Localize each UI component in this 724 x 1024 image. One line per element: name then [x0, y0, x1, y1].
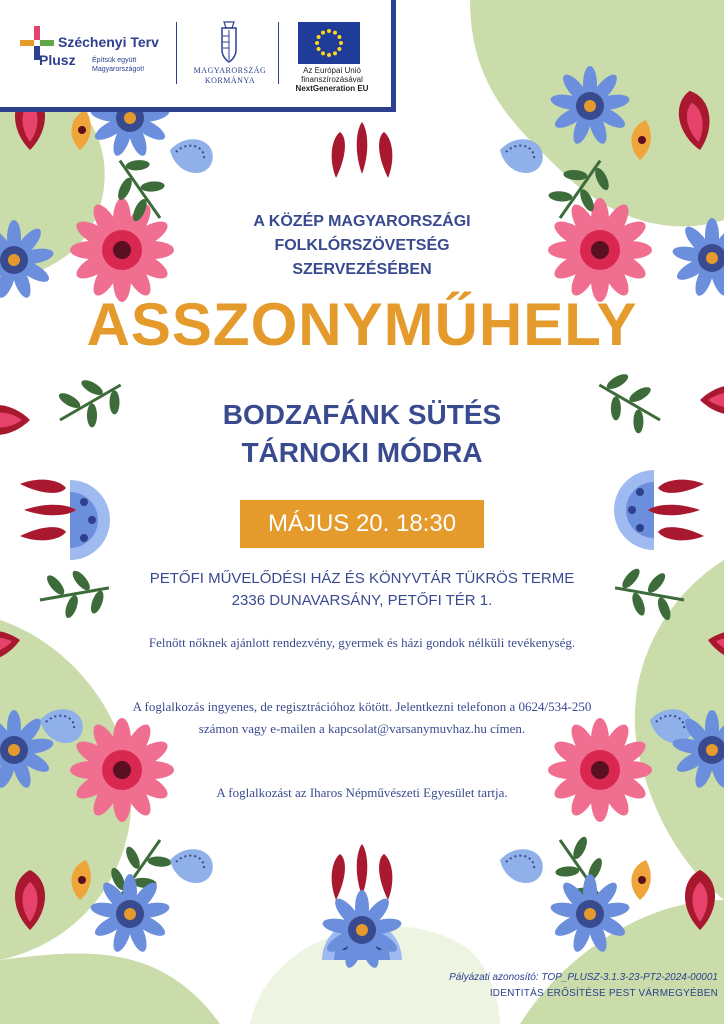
eu-text: Az Európai Unió finanszírozásával [301, 66, 363, 84]
divider [278, 22, 279, 84]
government-label: MAGYARORSZÁG KORMÁNYA [193, 66, 267, 85]
venue [92, 568, 632, 612]
organizer-text: A KÖZÉP MAGYARORSZÁGI FOLKLÓRSZÖVETSÉG SZERVEZÉSÉBEN [253, 213, 471, 278]
host-text: A foglalkozást az Iharos Népművészeti Egyesület tartja. [216, 785, 508, 800]
szechenyi-tagline: Építsük együtt Magyarországot! [92, 57, 145, 73]
project-name: IDENTITÁS ERŐSÍTÉSE PEST VÁRMEGYÉBEN [489, 988, 718, 999]
event-title: ASSZONYMŰHELY [86, 291, 638, 358]
logo-header [0, 0, 396, 112]
eu-funding-label [282, 66, 382, 93]
audience-text: Felnőtt nőknek ajánlott rendezvény, gyermek és házi gondok nélküli tevékenység. [148, 635, 576, 650]
divider [176, 22, 177, 84]
subtitle-line-2: TÁRNOKI MÓDRA [241, 437, 483, 468]
eu-program: NextGeneration EU [295, 84, 369, 93]
szechenyi-sub: Plusz [39, 52, 76, 68]
eu-flag-icon [298, 22, 360, 64]
coat-of-arms-icon [218, 20, 240, 64]
event-date: MÁJUS 20. 18:30 [267, 510, 457, 537]
venue-line-2: 2336 DUNAVARSÁNY, PETŐFI TÉR 1. [231, 592, 493, 609]
project-footer [388, 970, 718, 1002]
venue-line-1: PETŐFI MŰVELŐDÉSI HÁZ ÉS KÖNYVTÁR TÜKRÖS TERME [149, 570, 575, 587]
subtitle-line-1: BODZAFÁNK SÜTÉS [222, 399, 502, 430]
szechenyi-title: Széchenyi Terv [58, 34, 159, 50]
event-subtitle [162, 396, 562, 472]
registration-text: A foglalkozás ingyenes, de regisztrációhoz kötött. Jelentkezni telefonon a 0624/534-250 számon vagy e-mailen a kapcsolat@varsanymuvhaz.hu címen. [132, 699, 592, 736]
project-id: Pályázati azonosító: TOP_PLUSZ-3.1.3-23-PT2-2024-00001 [449, 972, 718, 983]
